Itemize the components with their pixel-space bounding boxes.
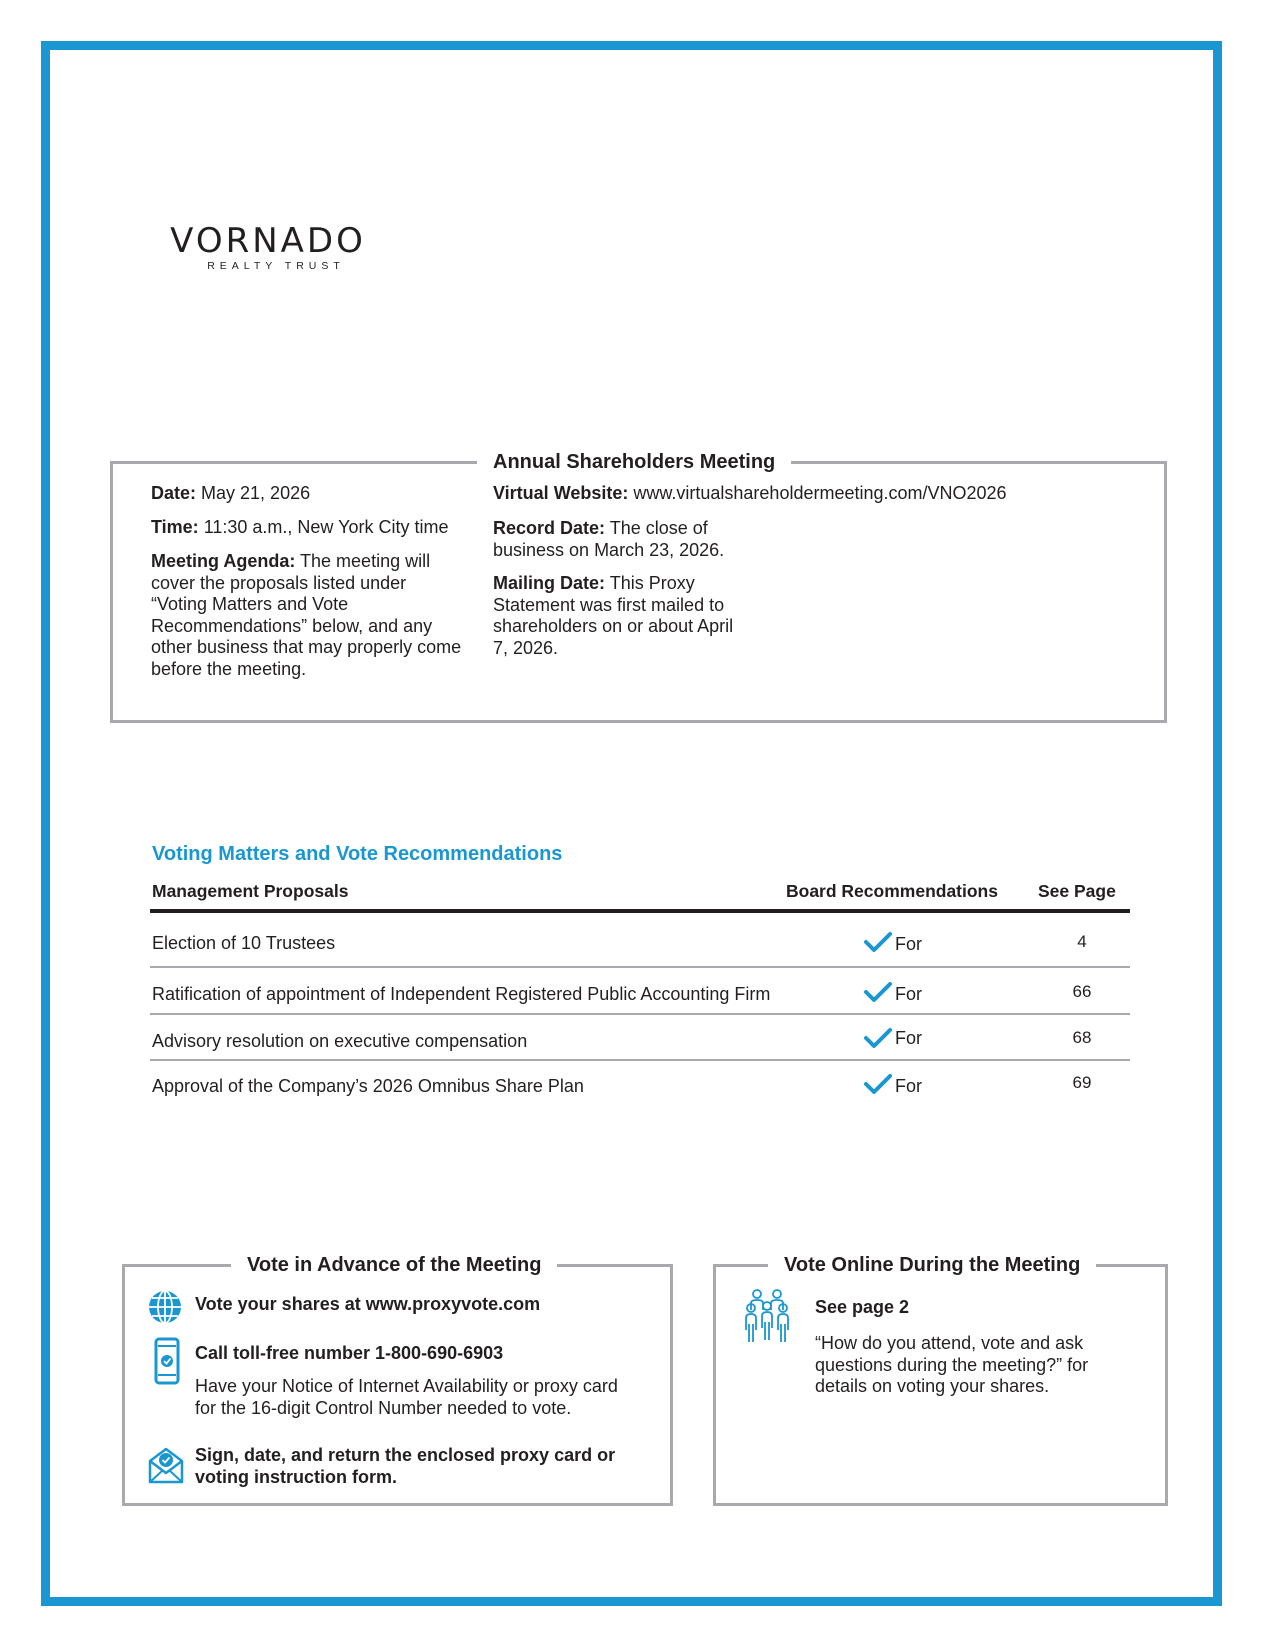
vote-by-mail: Sign, date, and return the enclosed proxy card or voting instruction form.	[195, 1445, 616, 1487]
record-date: Record Date: The close of business on March 23, 2026.	[493, 518, 725, 560]
page-cell: 66	[1072, 982, 1092, 1001]
vote-web-link[interactable]: Vote your shares at www.proxyvote.com	[195, 1294, 541, 1314]
table-header-rule	[150, 909, 1130, 913]
voting-matters-title: Voting Matters and Vote Recommendations	[152, 843, 563, 865]
page-cell: 4	[1077, 932, 1087, 951]
proposal-cell: Ratification of appointment of Independent Registered Public Accounting Firm	[152, 984, 771, 1004]
vote-in-advance-title: Vote in Advance of the Meeting	[231, 1253, 557, 1277]
page-cell: 69	[1072, 1073, 1092, 1092]
proposal-cell: Election of 10 Trustees	[152, 933, 336, 953]
globe-icon	[147, 1289, 183, 1325]
virtual-website: Virtual Website: www.virtualshareholdermeeting.com/VNO2026	[493, 483, 1007, 503]
page-cell: 68	[1072, 1028, 1092, 1047]
checkmark-icon	[864, 1027, 892, 1049]
row-divider	[150, 966, 1130, 968]
checkmark-icon	[864, 1073, 892, 1095]
row-divider	[150, 1059, 1130, 1061]
recommendation-cell: For	[895, 1076, 922, 1096]
checkmark-icon	[864, 981, 892, 1003]
proposal-cell: Approval of the Company’s 2026 Omnibus Share Plan	[152, 1076, 584, 1096]
company-logo	[150, 221, 386, 272]
header-see-page: See Page	[1038, 881, 1116, 901]
virtual-website-link[interactable]: www.virtualshareholdermeeting.com/VNO2026	[633, 483, 1007, 503]
vote-phone-number[interactable]: Call toll-free number 1-800-690-6903	[195, 1343, 504, 1363]
envelope-check-icon	[147, 1445, 185, 1485]
recommendation-cell: For	[895, 984, 922, 1004]
row-divider	[150, 1013, 1130, 1015]
header-board-recommendations: Board Recommendations	[786, 881, 998, 901]
header-management-proposals: Management Proposals	[152, 881, 349, 901]
logo-wordmark: VORNADO	[170, 221, 366, 261]
recommendation-cell: For	[895, 934, 922, 954]
see-page-2: See page 2	[815, 1297, 910, 1317]
online-voting-note: “How do you attend, vote and ask questions during the meeting?” for details on voting your shares.	[815, 1333, 1089, 1396]
people-group-icon	[744, 1288, 790, 1344]
meeting-time: Time: 11:30 a.m., New York City time	[151, 517, 449, 537]
proposal-cell: Advisory resolution on executive compensation	[152, 1031, 528, 1051]
vote-online-title: Vote Online During the Meeting	[768, 1253, 1096, 1277]
logo-tagline: REALTY TRUST	[207, 260, 345, 272]
checkmark-icon	[864, 931, 892, 953]
recommendation-cell: For	[895, 1028, 922, 1048]
vote-phone-note: Have your Notice of Internet Availability or proxy card for the 16-digit Control Number needed to vote.	[195, 1376, 618, 1418]
meeting-date: Date: May 21, 2026	[151, 483, 311, 503]
annual-meeting-title: Annual Shareholders Meeting	[477, 450, 791, 474]
meeting-agenda: Meeting Agenda: The meeting will cover the proposals listed under “Voting Matters and Vote Recommendations” below, and any other business that may properly come before the meeting.	[151, 551, 462, 679]
mobile-phone-icon	[154, 1337, 180, 1385]
mailing-date: Mailing Date: This Proxy Statement was first mailed to shareholders on or about April 7, 2026.	[493, 573, 734, 658]
